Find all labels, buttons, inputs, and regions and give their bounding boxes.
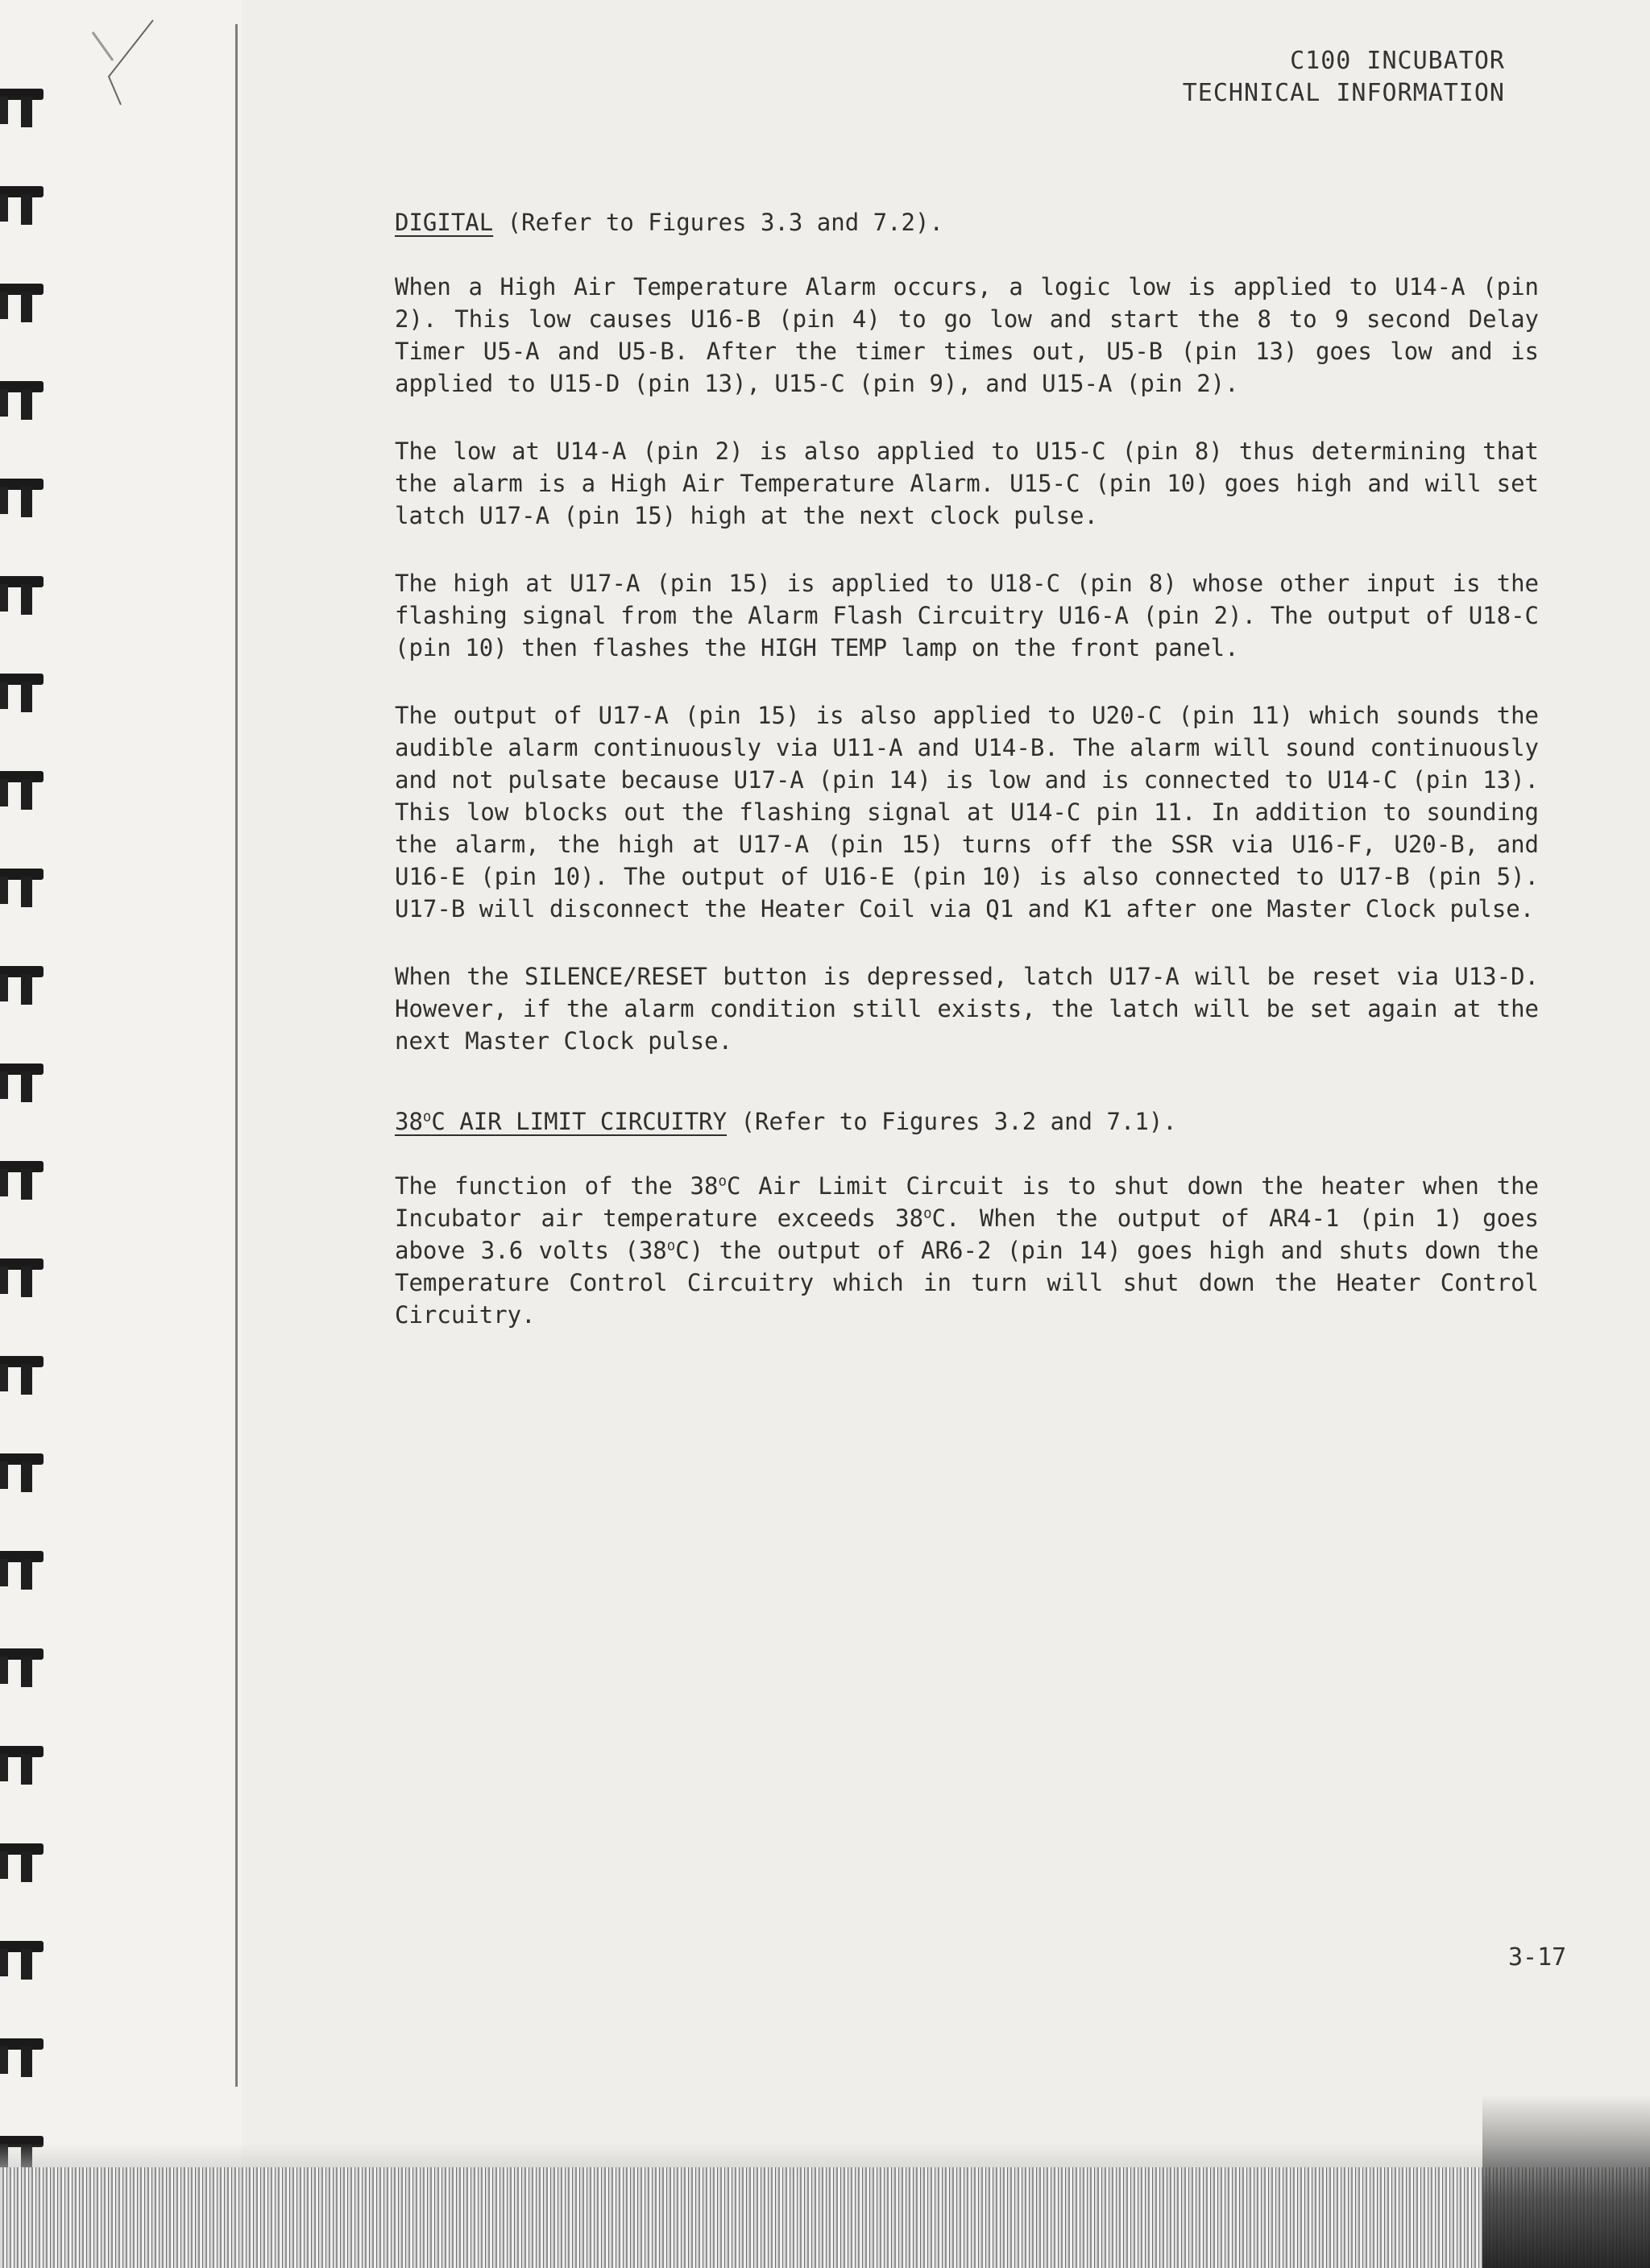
- document-body: [395, 206, 1539, 1366]
- binding-coil: [0, 1746, 45, 1785]
- binding-coil: [0, 1258, 45, 1297]
- digital-heading-title: DIGITAL: [395, 209, 494, 236]
- digital-paragraph-5: When the SILENCE/RESET button is depressed, latch U17-A will be reset via U13-D. However, if the alarm condition still exists, the latch will be set again at the next Master Clock pulse.: [395, 963, 1539, 1055]
- binding-coil: [0, 1356, 45, 1395]
- binding-coil: [0, 966, 45, 1005]
- binding-coil: [0, 2038, 45, 2077]
- air-limit-heading-reference: (Refer to Figures 3.2 and 7.1).: [727, 1108, 1177, 1135]
- digital-paragraph-2: The low at U14-A (pin 2) is also applied to U15-C (pin 8) thus determining that the alarm is a High Air Temperature Alarm. U15-C (pin 10) goes high and will set latch U17-A (pin 15) high at the next clock pulse.: [395, 437, 1539, 529]
- binding-coil: [0, 1161, 45, 1200]
- document-header: [1183, 45, 1505, 110]
- binding-margin-line: [235, 24, 238, 2087]
- air-limit-heading: [395, 1105, 1539, 1138]
- binding-coil: [0, 1064, 45, 1102]
- digital-paragraph-4: The output of U17-A (pin 15) is also applied to U20-C (pin 11) which sounds the audible alarm continuously via U11-A and U14-B. The alarm will sound continuously and not pulsate because U17-A (pin 14) is low and is connected to U14-C (pin 13). This low blocks out the flashing signal at U14-C pin 11. In addition to sounding the alarm, the high at U17-A (pin 15) turns off the SSR via U16-F, U20-B, and U16-E (pin 10). The output of U16-E (pin 10) is also connected to U17-B (pin 5). U17-B will disconnect the Heater Coil via Q1 and K1 after one Master Clock pulse.: [395, 702, 1539, 923]
- binding-coil: [0, 1551, 45, 1590]
- header-product: C100 INCUBATOR: [1290, 47, 1505, 75]
- scan-artifact-stripes: [0, 2167, 1650, 2268]
- binding-coil: [0, 479, 45, 517]
- corner-scratch-mark: [77, 16, 165, 113]
- air-limit-heading-title: 38$^o$C AIR LIMIT CIRCUITRY: [395, 1108, 728, 1135]
- digital-paragraph-3: The high at U17-A (pin 15) is applied to U18-C (pin 8) whose other input is the flashing signal from the Alarm Flash Circuitry U16-A (pin 2). The output of U18-C (pin 10) then flashes the HIGH TEMP lamp on the front panel.: [395, 570, 1539, 661]
- binding-coil: [0, 1648, 45, 1687]
- air-limit-paragraph: The function of the 38$^o$C Air Limit Circuit is to shut down the heater when the Incubator air temperature exceeds 38$^o$C. When the output of AR4-1 (pin 1) goes above 3.6 volts (38$^o$C) the output of AR6-2 (pin 14) goes high and shuts down the Temperature Control Circuitry which in turn will shut down the Heater Control Circuitry.: [395, 1172, 1539, 1329]
- binding-coil: [0, 1843, 45, 1882]
- digital-heading-reference: (Refer to Figures 3.3 and 7.2).: [493, 209, 943, 236]
- binding-coil: [0, 1453, 45, 1492]
- binding-coil: [0, 186, 45, 225]
- page-number: 3-17: [1508, 1943, 1567, 1972]
- binding-coil: [0, 1941, 45, 1980]
- binding-coil: [0, 576, 45, 615]
- scan-corner-shadow: [1482, 2095, 1650, 2268]
- binding-coil: [0, 869, 45, 907]
- binding-coil: [0, 284, 45, 322]
- digital-paragraph-1: When a High Air Temperature Alarm occurs, a logic low is applied to U14-A (pin 2). This low causes U16-B (pin 4) to go low and start the 8 to 9 second Delay Timer U5-A and U5-B. After the timer times out, U5-B (pin 13) goes low and is applied to U15-D (pin 13), U15-C (pin 9), and U15-A (pin 2).: [395, 273, 1539, 397]
- header-subtitle: TECHNICAL INFORMATION: [1182, 79, 1505, 107]
- digital-heading: [395, 206, 1539, 238]
- binding-coil: [0, 381, 45, 420]
- binding-coil: [0, 771, 45, 810]
- binding-coil: [0, 89, 45, 127]
- spiral-binding: [0, 0, 242, 2167]
- binding-coil: [0, 674, 45, 712]
